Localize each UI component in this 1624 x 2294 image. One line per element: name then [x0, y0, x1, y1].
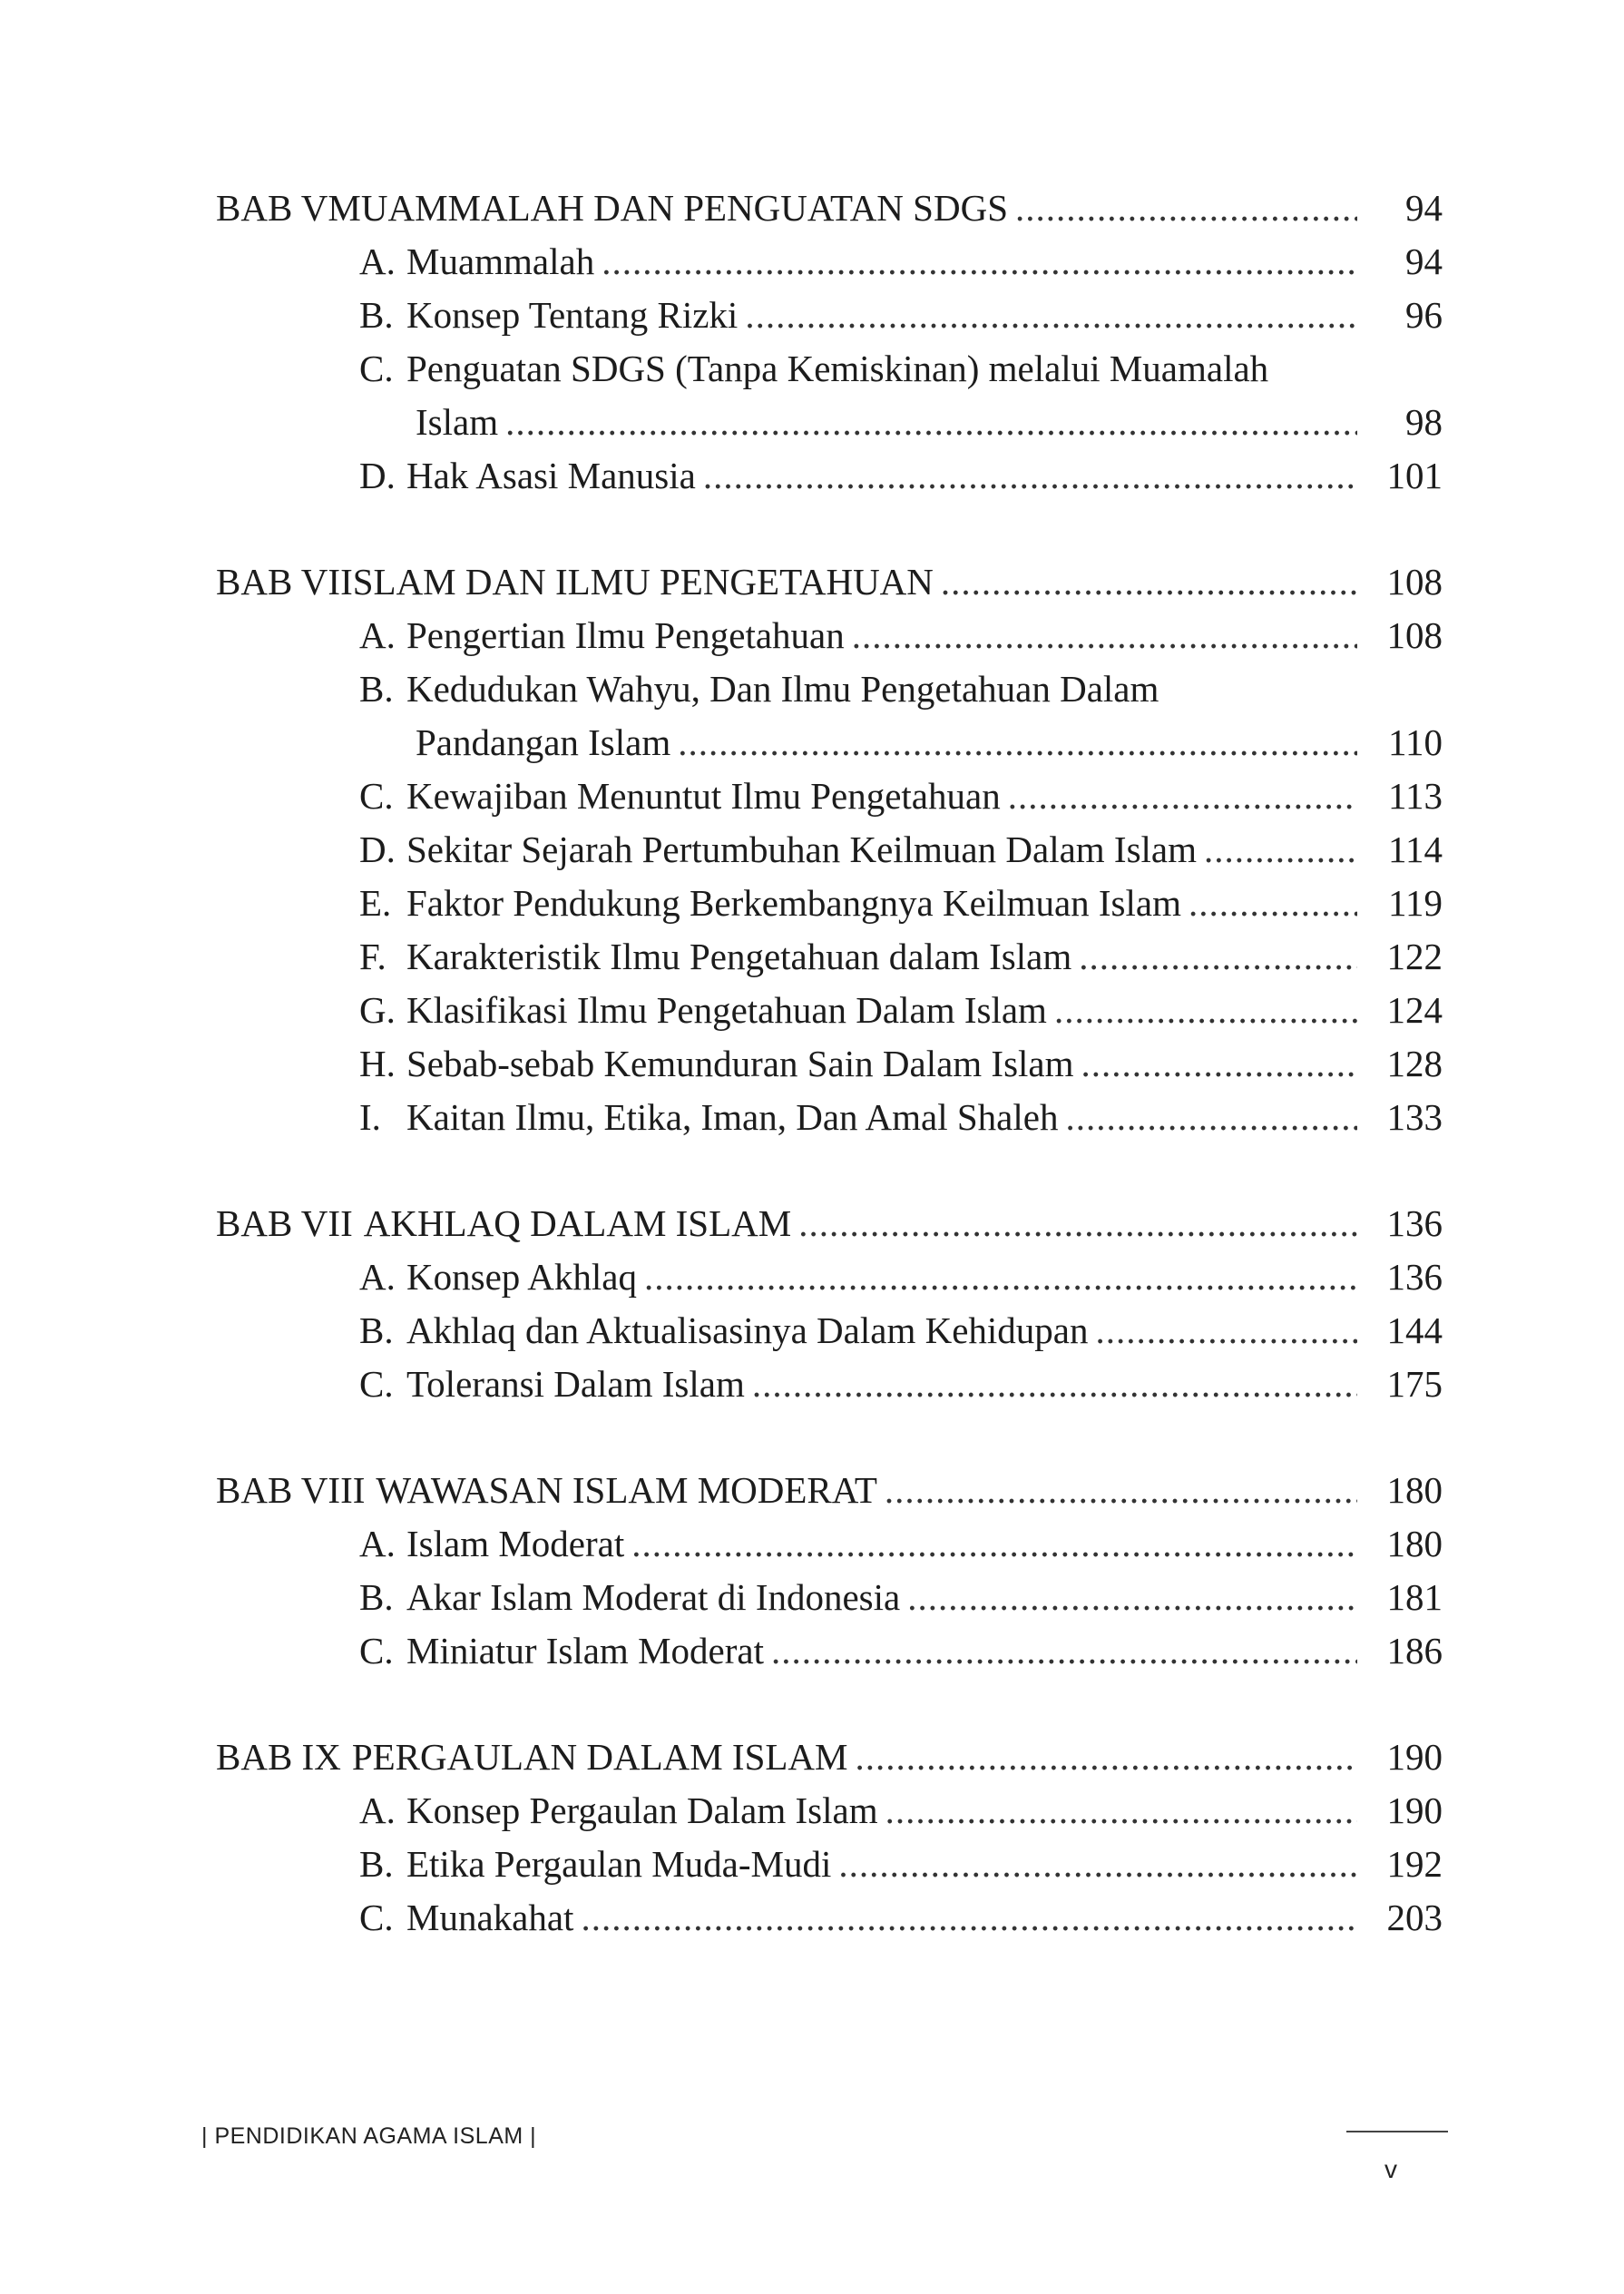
chapter-title: MUAMMALAH DAN PENGUATAN SDGS	[328, 187, 1008, 229]
dot-leader	[885, 1784, 1357, 1838]
toc-entry[interactable]	[216, 1517, 1443, 1571]
entry-marker: D.	[359, 455, 396, 496]
chapter-title: PERGAULAN DALAM ISLAM	[351, 1736, 848, 1778]
entry-marker: C.	[359, 1363, 394, 1405]
chapter-section	[216, 1464, 1443, 1678]
entry-title: Toleransi Dalam Islam	[406, 1363, 745, 1405]
dot-leader	[602, 235, 1357, 289]
toc-entry[interactable]	[216, 1784, 1443, 1838]
chapter-section	[216, 1730, 1443, 1945]
dot-leader	[1008, 770, 1357, 823]
entry-title: Akhlaq dan Aktualisasinya Dalam Kehidupan	[406, 1309, 1089, 1351]
entry-marker: D.	[359, 828, 396, 870]
entry-title: Hak Asasi Manusia	[406, 455, 696, 496]
dot-leader	[581, 1891, 1357, 1945]
dot-leader	[1079, 930, 1357, 984]
entry-title: Faktor Pendukung Berkembangnya Keilmuan Islam	[406, 882, 1181, 924]
toc-entry[interactable]	[216, 1571, 1443, 1624]
toc-entry[interactable]	[216, 1891, 1443, 1945]
entry-marker: B.	[359, 1576, 394, 1618]
entry-title-continuation: Islam	[416, 401, 499, 443]
chapter-label: BAB VI	[216, 561, 341, 603]
toc-entry[interactable]	[216, 1091, 1443, 1144]
entry-title: Kaitan Ilmu, Etika, Iman, Dan Amal Shaleh	[406, 1096, 1059, 1138]
page-number: 122	[1386, 936, 1443, 977]
dot-leader	[752, 1358, 1357, 1411]
dot-leader	[941, 555, 1357, 609]
entry-title: Sebab-sebab Kemunduran Sain Dalam Islam	[406, 1043, 1074, 1084]
toc-entry[interactable]	[216, 609, 1443, 662]
entry-title: Islam Moderat	[406, 1523, 625, 1564]
toc-entry[interactable]	[216, 1838, 1443, 1891]
dot-leader	[885, 1464, 1357, 1517]
dot-leader	[1189, 877, 1357, 930]
entry-title: Kewajiban Menuntut Ilmu Pengetahuan	[406, 775, 1001, 817]
entry-title: Sekitar Sejarah Pertumbuhan Keilmuan Dalam Islam	[406, 828, 1198, 870]
page-number: 110	[1388, 721, 1443, 763]
page-number: 94	[1405, 240, 1443, 282]
entry-marker: B.	[359, 294, 394, 336]
page-number: 108	[1386, 561, 1443, 603]
page-number: 113	[1388, 775, 1443, 817]
toc-entry[interactable]	[216, 877, 1443, 930]
entry-title: Akar Islam Moderat di Indonesia	[406, 1576, 901, 1618]
dot-leader	[907, 1571, 1357, 1624]
chapter-label: BAB VIII	[216, 1469, 366, 1511]
entry-title: Etika Pergaulan Muda-Mudi	[406, 1843, 832, 1885]
dot-leader	[1081, 1037, 1357, 1091]
dot-leader	[631, 1517, 1357, 1571]
entry-marker: B.	[359, 668, 394, 710]
chapter-label: BAB IX	[216, 1736, 341, 1778]
chapter-heading[interactable]	[216, 1197, 1443, 1250]
entry-marker: I.	[359, 1096, 381, 1138]
dot-leader	[703, 449, 1357, 503]
page-number: 94	[1405, 187, 1443, 229]
toc-entry[interactable]	[216, 342, 1443, 396]
page-number: 144	[1386, 1309, 1443, 1351]
page-number: 101	[1386, 455, 1443, 496]
dot-leader	[745, 289, 1357, 342]
footer-page-number: v	[1384, 2155, 1397, 2183]
dot-leader	[1054, 984, 1357, 1037]
page-number: 124	[1386, 989, 1443, 1031]
entry-title: Konsep Pergaulan Dalam Islam	[406, 1789, 878, 1831]
chapter-heading[interactable]	[216, 555, 1443, 609]
toc-entry-continuation[interactable]	[216, 396, 1443, 449]
dot-leader	[1096, 1304, 1358, 1358]
page-number: 119	[1388, 882, 1443, 924]
dot-leader	[852, 609, 1357, 662]
page-number: 136	[1386, 1202, 1443, 1244]
entry-marker: F.	[359, 936, 386, 977]
page-number: 136	[1386, 1256, 1443, 1298]
entry-marker: A.	[359, 614, 396, 656]
chapter-heading[interactable]	[216, 181, 1443, 235]
chapter-title: AKHLAQ DALAM ISLAM	[363, 1202, 792, 1244]
entry-marker: A.	[359, 1256, 396, 1298]
entry-marker: B.	[359, 1309, 394, 1351]
entry-marker: B.	[359, 1843, 394, 1885]
entry-marker: A.	[359, 1523, 396, 1564]
entry-marker: H.	[359, 1043, 396, 1084]
entry-title: Pengertian Ilmu Pengetahuan	[406, 614, 845, 656]
page-number: 203	[1386, 1897, 1443, 1938]
entry-marker: E.	[359, 882, 392, 924]
dot-leader	[505, 396, 1357, 449]
entry-marker: C.	[359, 775, 394, 817]
page-number: 190	[1386, 1789, 1443, 1831]
page-number: 98	[1405, 401, 1443, 443]
toc-entry[interactable]	[216, 662, 1443, 716]
entry-marker: C.	[359, 1897, 394, 1938]
page-number: 180	[1386, 1523, 1443, 1564]
page-number: 133	[1386, 1096, 1443, 1138]
entry-title: Klasifikasi Ilmu Pengetahuan Dalam Islam	[406, 989, 1047, 1031]
dot-leader	[771, 1624, 1357, 1678]
toc-entry-continuation[interactable]	[216, 716, 1443, 770]
chapter-label: BAB VII	[216, 1202, 353, 1244]
toc-entry[interactable]	[216, 1250, 1443, 1304]
page-number: 108	[1386, 614, 1443, 656]
entry-marker: C.	[359, 348, 394, 389]
footer-book-title: | PENDIDIKAN AGAMA ISLAM |	[201, 2123, 537, 2149]
chapter-title: ISLAM DAN ILMU PENGETAHUAN	[340, 561, 934, 603]
chapter-title: WAWASAN ISLAM MODERAT	[376, 1469, 877, 1511]
footer-divider	[1346, 2131, 1448, 2132]
entry-marker: G.	[359, 989, 396, 1031]
table-of-contents	[216, 181, 1443, 1997]
page-number: 190	[1386, 1736, 1443, 1778]
toc-entry[interactable]	[216, 930, 1443, 984]
chapter-heading[interactable]	[216, 1464, 1443, 1517]
toc-entry[interactable]	[216, 823, 1443, 877]
dot-leader	[644, 1250, 1357, 1304]
entry-marker: A.	[359, 1789, 396, 1831]
dot-leader	[856, 1730, 1357, 1784]
chapter-heading[interactable]	[216, 1730, 1443, 1784]
page-number: 175	[1386, 1363, 1443, 1405]
toc-entry[interactable]	[216, 984, 1443, 1037]
entry-title: Konsep Akhlaq	[406, 1256, 637, 1298]
page-number: 96	[1405, 294, 1443, 336]
dot-leader	[1015, 181, 1357, 235]
entry-title: Karakteristik Ilmu Pengetahuan dalam Islam	[406, 936, 1072, 977]
dot-leader	[798, 1197, 1357, 1250]
chapter-section	[216, 555, 1443, 1144]
toc-entry[interactable]	[216, 1037, 1443, 1091]
chapter-section	[216, 1197, 1443, 1411]
entry-title-continuation: Pandangan Islam	[416, 721, 671, 763]
entry-title: Kedudukan Wahyu, Dan Ilmu Pengetahuan Dalam	[406, 668, 1159, 710]
toc-entry[interactable]	[216, 1304, 1443, 1358]
chapter-label: BAB V	[216, 187, 328, 229]
page-number: 128	[1386, 1043, 1443, 1084]
entry-title: Muammalah	[406, 240, 595, 282]
toc-entry[interactable]	[216, 289, 1443, 342]
entry-marker: C.	[359, 1630, 394, 1671]
entry-title: Penguatan SDGS (Tanpa Kemiskinan) melalui Muamalah	[406, 348, 1269, 389]
dot-leader	[678, 716, 1357, 770]
toc-entry[interactable]	[216, 770, 1443, 823]
entry-title: Miniatur Islam Moderat	[406, 1630, 764, 1671]
entry-marker: A.	[359, 240, 396, 282]
entry-title: Munakahat	[406, 1897, 574, 1938]
toc-entry[interactable]	[216, 235, 1443, 289]
chapter-section	[216, 181, 1443, 503]
dot-leader	[1204, 823, 1357, 877]
dot-leader	[1065, 1091, 1357, 1144]
page-number: 181	[1386, 1576, 1443, 1618]
entry-title: Konsep Tentang Rizki	[406, 294, 739, 336]
page-number: 186	[1386, 1630, 1443, 1671]
page-number: 114	[1388, 828, 1443, 870]
page-number: 180	[1386, 1469, 1443, 1511]
toc-entry[interactable]	[216, 449, 1443, 503]
toc-entry[interactable]	[216, 1624, 1443, 1678]
dot-leader	[838, 1838, 1357, 1891]
toc-entry[interactable]	[216, 1358, 1443, 1411]
page-number: 192	[1386, 1843, 1443, 1885]
